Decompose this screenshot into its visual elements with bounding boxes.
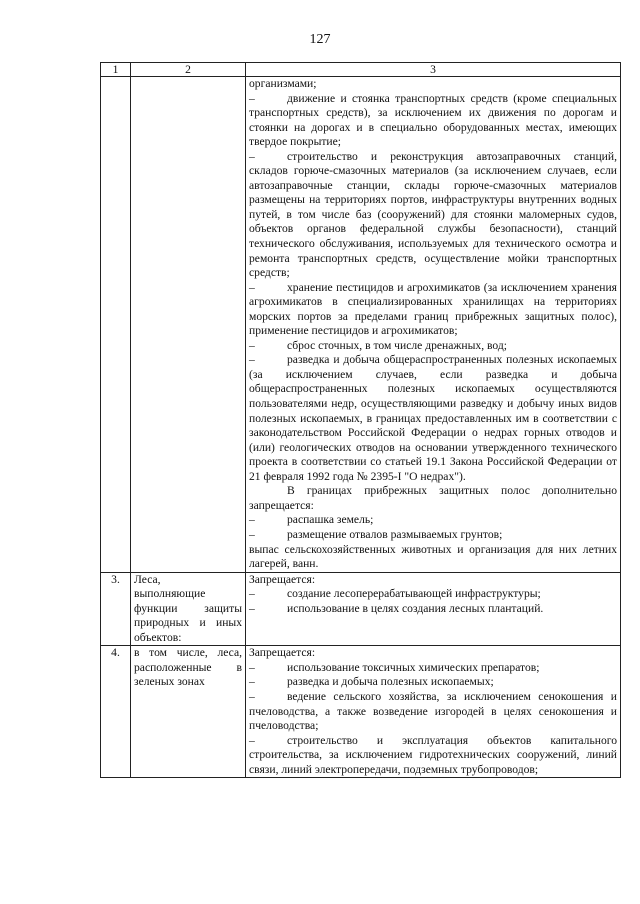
list-item [249,281,617,339]
list-item [249,528,617,543]
dash-bullet: – [249,513,255,527]
row-number-cell: 3. [101,572,131,646]
list-item-text: создание лесоперерабатывающей инфраструктуры; [287,587,541,601]
list-item-text: строительство и эксплуатация объектов капитального строительства, за исключением гидротехнических сооружений, линий связи, линий электропередачи, подземных трубопроводов; [249,733,617,776]
paragraph [249,543,617,572]
dash-bullet: – [249,660,255,674]
header-col-1: 1 [101,63,131,77]
restrictions-table [100,62,621,778]
paragraph [249,77,617,92]
row-number-cell: 4. [101,646,131,778]
list-item [249,587,617,602]
dash-bullet: – [249,149,255,163]
object-line: зеленых зонах [134,675,205,689]
object-line: расположенные в [134,660,242,674]
paragraph-text: организмами; [249,77,317,90]
list-item-text: размещение отвалов размываемых грунтов; [287,527,503,541]
paragraph-text: В границах прибрежных защитных полос дополнительно запрещается: [249,484,617,512]
paragraph-text: выпас сельскохозяйственных животных и организация для них летних лагерей, ванн. [249,542,617,571]
list-item-text: использование токсичных химических препаратов; [287,660,540,674]
restrictions-cell [246,77,621,573]
list-item-text: распашка земель; [287,513,374,527]
list-item [249,661,617,676]
dash-bullet: – [249,587,255,601]
object-line: объектов: [134,630,182,644]
header-col-3: 3 [246,63,621,77]
list-item-text: движение и стоянка транспортных средств (кроме специальных транспортных средств), за исключением их движения по дорогам и стоянки на дорогах и в специально оборудованных местах, имеющих твердое покрытие; [249,91,617,149]
page-number: 127 [309,32,331,47]
list-item [249,690,617,734]
list-item [249,734,617,778]
list-item-text: строительство и реконструкция автозаправочных станций, складов горюче-смазочных материалов (за исключением случаев, если автозаправочные станции, склады горюче-смазочных материалов размещены на территориях портов, инфраструктуры внутренних водных путей, в том числе баз (сооружений) для стоянки маломерных судов, объектов органов федеральной службы безопасности), станций технического обслуживания, используемых для технического осмотра и ремонта транспортных средств, осуществление мойки транспортных средств; [249,149,617,280]
table-row-4 [101,646,621,778]
object-cell [131,572,246,646]
list-item-text: ведение сельского хозяйства, за исключением сенокошения и пчеловодства, а также возведение изгородей в целях сенокошения и пчеловодства; [249,689,617,733]
indented-paragraph [249,484,617,513]
dash-bullet: – [249,338,255,352]
object-line: функции защиты [134,601,242,615]
header-col-2: 2 [131,63,246,77]
list-item [249,353,617,484]
list-item [249,602,617,617]
table-row-3 [101,572,621,646]
object-line: Леса, [134,572,161,586]
paragraph-text: Запрещается: [249,572,316,586]
paragraph [249,573,617,588]
dash-bullet: – [249,527,255,541]
paragraph-text: Запрещается: [249,646,316,660]
paragraph [249,646,617,661]
object-line: выполняющие [134,587,206,601]
restrictions-cell [246,646,621,778]
list-item [249,513,617,528]
dash-bullet: – [249,353,255,367]
object-line: в том числе, леса, [134,646,242,660]
dash-bullet: – [249,689,255,703]
list-item [249,150,617,281]
list-item-text: использование в целях создания лесных плантаций. [287,601,544,615]
object-cell [131,646,246,778]
list-item [249,92,617,150]
list-item-text: разведка и добыча общераспространенных полезных ископаемых (за исключением случаев, если разведка и добыча общераспространенных полезных ископаемых осуществляются пользователями недр, осуществляющими разведку и добычу иных видов полезных ископаемых, в границах предоставленных им в соответствии с законодательством Российской Федерации о недрах горных отводов и (или) геологических отводов на основании утвержденного технического проекта в соответствии со статьей 19.1 Закона Российской Федерации от 21 февраля 1992 года № 2395-I "О недрах"). [249,353,617,483]
row-number-cell [101,77,131,573]
object-cell [131,77,246,573]
list-item-text: сброс сточных, в том числе дренажных, вод; [287,338,507,352]
restrictions-cell [246,572,621,646]
list-item-text: разведка и добыча полезных ископаемых; [287,675,494,689]
table-row-continuation [101,77,621,573]
table-header-row [101,63,621,77]
dash-bullet: – [249,733,255,747]
list-item [249,339,617,354]
dash-bullet: – [249,280,255,294]
list-item-text: хранение пестицидов и агрохимикатов (за исключением хранения агрохимикатов в специализированных хранилищах на территориях морских портов за пределами границ прибрежных защитных полос), применение пестицидов и агрохимикатов; [249,280,617,338]
object-line: природных и иных [134,616,242,630]
dash-bullet: – [249,675,255,689]
dash-bullet: – [249,601,255,615]
dash-bullet: – [249,91,255,105]
list-item [249,675,617,690]
